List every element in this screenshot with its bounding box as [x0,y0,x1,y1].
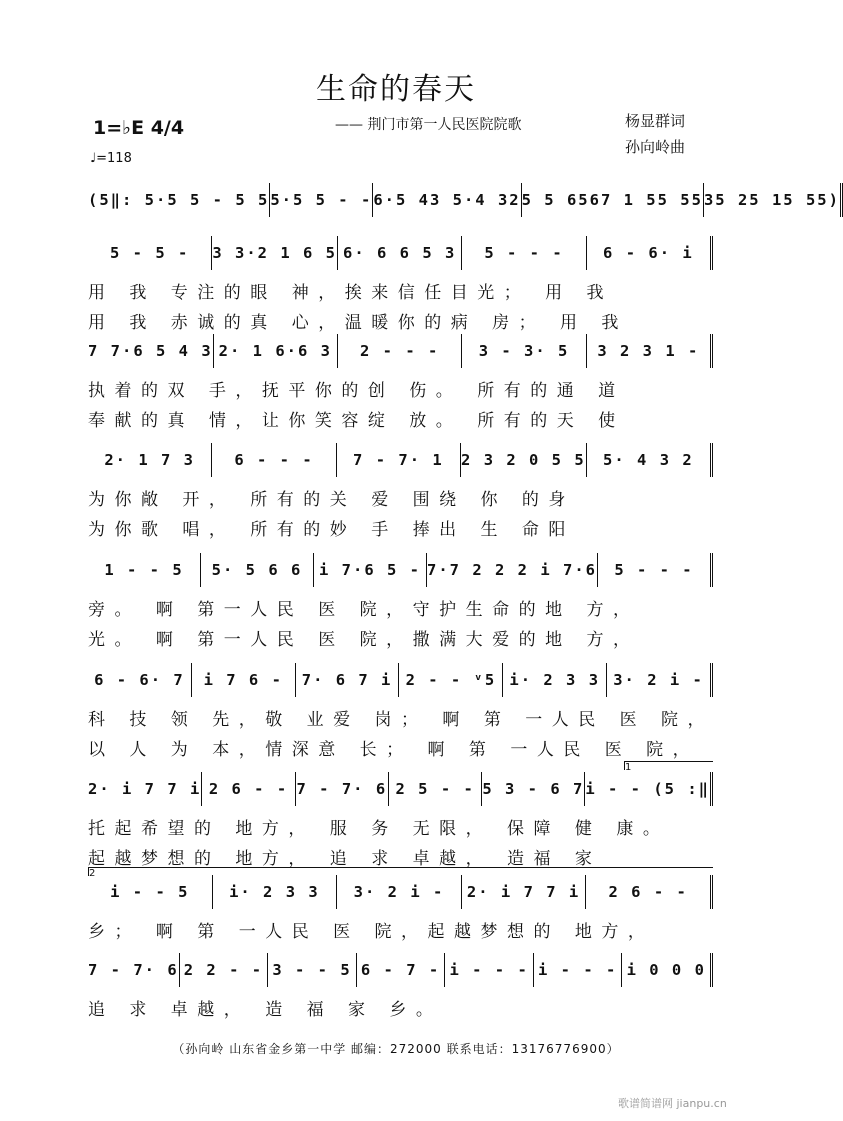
measure: 2 - - - [338,334,462,368]
measure: 3· 2 i - [337,875,462,909]
score-system-5 [88,663,713,771]
notation-row [88,443,713,477]
lyric-verse-2: 为你歌 唱， 所有的妙 手 捧出 生 命阳 [88,520,575,540]
notation-row [88,953,713,987]
measure: 5· 5 6 6 [201,553,314,587]
lyric-verse-1: 科 技 领 先，敬 业爱 岗； 啊 第 一人民 医 院， [88,710,715,730]
measure: 2 5 - - [389,772,482,806]
measure: 7 - 7· 6 [296,772,389,806]
measure: 7 - 7· 1 [337,443,461,477]
measure: 3· 2 i - [607,663,713,697]
notation-row [88,236,713,270]
lyric-verse-1: 用 我 专注的眼 神，挨来信任目光； 用 我 [88,283,614,303]
tempo-marking: ♩=118 [90,151,132,166]
measure: i - - - [445,953,534,987]
measure: 3 - - 5 [268,953,357,987]
lyric-verse-2: 奉献的真 情，让你笑容绽 放。 所有的天 使 [88,411,625,431]
measure: i· 2 3 3 [503,663,607,697]
lyric-verse-1: 乡； 啊 第 一人民 医 院，起越梦想的 地方， [88,922,655,942]
lyricist: 杨显群词 [625,112,686,130]
measure: 5 - - - [598,553,713,587]
measure: i· 2 3 3 [213,875,338,909]
measure: 7·7 2 2 2 i 7·6 [427,553,598,587]
score-system-6 [88,772,713,880]
measure: 6· 6 6 5 3 [338,236,462,270]
notation-row [88,183,840,217]
measure: 2 2 - - [180,953,269,987]
measure: i - - - [534,953,623,987]
lyric-verse-1: 托起希望的 地方， 服 务 无限， 保障 健 康。 [88,819,670,839]
measure: 6 - 6· 7 [88,663,192,697]
measure: i 0 0 0 [622,953,713,987]
measure: 2 6 - - [586,875,713,909]
measure: i 7·6 5 - [314,553,427,587]
measure: 2· i 7 7 i [88,772,202,806]
song-subtitle: —— 荆门市第一人民医院院歌 [335,117,522,133]
measure: 5 3 - 6 7 [482,772,585,806]
measure: 2· i 7 7 i [462,875,587,909]
measure: 35 25 15 55) [704,183,843,217]
contact-footer: （孙向岭 山东省金乡第一中学 邮编：272000 联系电话：13176776900） [172,1042,620,1056]
measure: 6 - 7 - [357,953,446,987]
measure: 6 - 6· i [587,236,713,270]
lyric-verse-1: 为你敞 开， 所有的关 爱 围绕 你 的身 [88,490,575,510]
measure: 7 7·6 5 4 3 [88,334,214,368]
measure: 3 2 3 1 - [587,334,713,368]
lyric-verse-1: 追 求 卓越， 造 福 家 乡。 [88,1000,443,1020]
score-system-4 [88,553,713,661]
site-watermark: 歌谱简谱网 jianpu.cn [618,1097,727,1110]
measure: 5 - 5 - [88,236,212,270]
lyric-verse-2: 起越梦想的 地方， 追 求 卓越， 造福 家 [88,849,602,869]
measure: 6 - - - [212,443,336,477]
volta-bracket-first: 1 [624,761,713,770]
measure: 2 3 2 0 5 5 [461,443,587,477]
measure: 2 - - ᵛ5 [399,663,503,697]
score-system-2 [88,334,713,442]
measure: 2· 1 7 3 [88,443,212,477]
notation-row [88,334,713,368]
notation-row [88,875,713,909]
measure: 6·5 43 5·4 32 [373,183,521,217]
measure: 5·5 5 - - [270,183,373,217]
lyric-verse-2: 用 我 赤诚的真 心，温暖你的病 房； 用 我 [88,313,628,333]
lyric-verse-1: 旁。 啊 第一人民 医 院，守护生命的地 方， [88,600,640,620]
measure: i 7 6 - [192,663,296,697]
measure: (5‖: 5·5 5 - 5 5 [88,183,270,217]
song-title: 生命的春天 [316,72,476,107]
measure: 5· 4 3 2 [587,443,713,477]
score-system-3 [88,443,713,551]
measure: 7· 6 7 i [296,663,400,697]
measure: 3 3·2 1 6 5 [212,236,338,270]
notation-row [88,663,713,697]
lyric-verse-2: 以 人 为 本，情深意 长； 啊 第 一人民 医 院， [88,740,700,760]
measure: 7 - 7· 6 [88,953,180,987]
measure: 5 - - - [462,236,586,270]
lyric-verse-1: 执着的双 手，抚平你的创 伤。 所有的通 道 [88,381,625,401]
measure: 2· 1 6·6 3 [214,334,338,368]
composer: 孙向岭曲 [625,138,686,156]
volta-bracket-second: 2 [88,867,713,876]
measure: 5 5 6567 1 55 55 [522,183,704,217]
notation-row [88,553,713,587]
measure: 2 6 - - [202,772,295,806]
key-signature: 1=♭E 4/4 [93,117,185,139]
measure: i - - 5 [88,875,213,909]
measure: 3 - 3· 5 [462,334,586,368]
notation-row [88,772,713,806]
measure: 1 - - 5 [88,553,201,587]
measure: i - - (5 :‖ [585,772,713,806]
score-system-1 [88,236,713,344]
lyric-verse-2: 光。 啊 第一人民 医 院，撒满大爱的地 方， [88,630,640,650]
